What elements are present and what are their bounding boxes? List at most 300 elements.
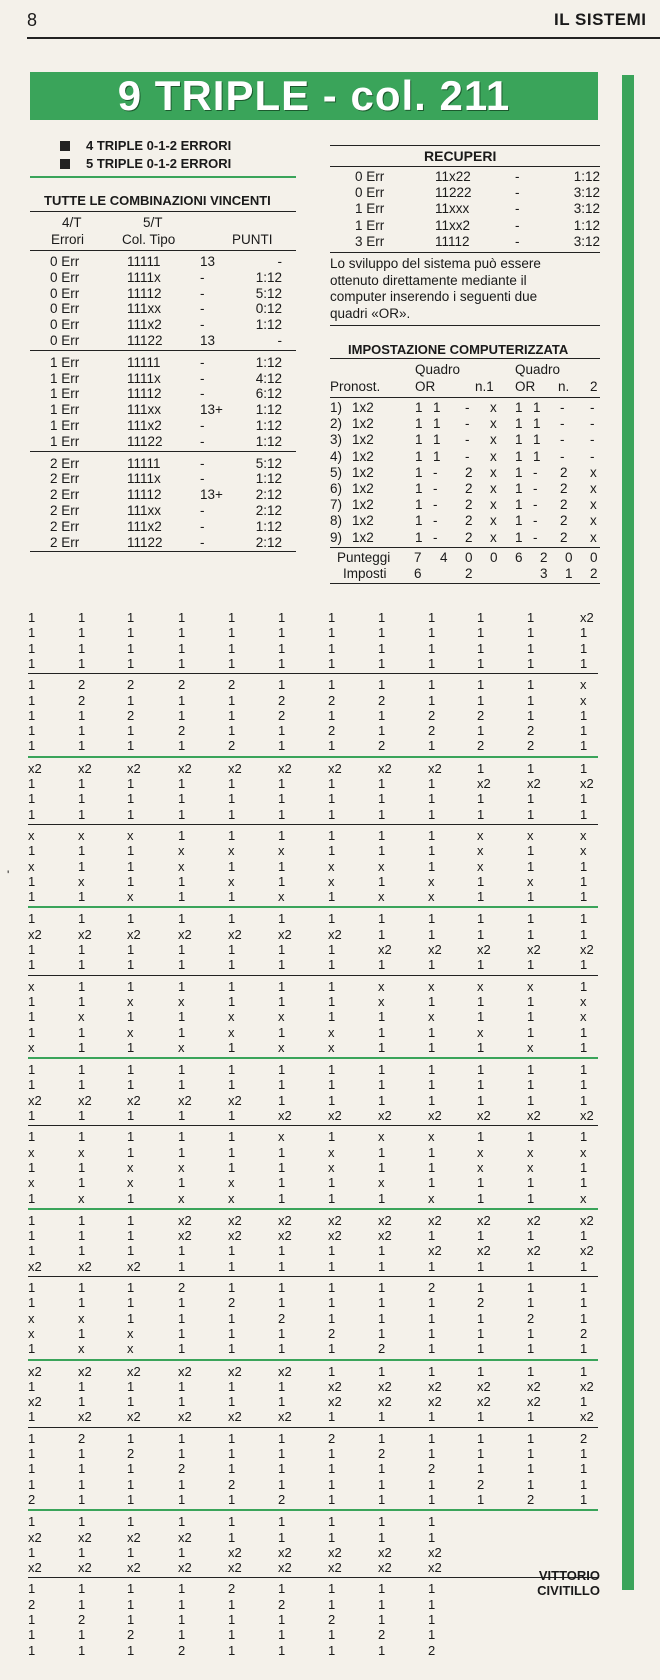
grid-cell: x bbox=[278, 843, 285, 859]
table-cell: 3 Err bbox=[355, 233, 385, 249]
grid-cell: 1 bbox=[228, 911, 236, 927]
grid-cell: x bbox=[28, 858, 35, 874]
grid-cell: 1 bbox=[278, 1627, 286, 1643]
grid-cell: 1 bbox=[378, 707, 386, 723]
table-cell: 1 bbox=[415, 432, 423, 448]
grid-cell: 1 bbox=[527, 1077, 535, 1093]
grid-cell: 1 bbox=[580, 1446, 588, 1461]
table-cell: 11112 bbox=[127, 285, 162, 301]
grid-cell: 1 bbox=[527, 1341, 535, 1357]
bullet-item: 5 TRIPLE 0-1-2 ERRORI bbox=[60, 156, 231, 171]
grid-cell: x2 bbox=[328, 1228, 342, 1244]
grid-cell: x2 bbox=[477, 1243, 491, 1259]
block-rule bbox=[28, 1427, 598, 1428]
grid-cell: 1 bbox=[328, 1009, 336, 1025]
grid-cell: 1 bbox=[477, 1280, 485, 1295]
grid-cell: x2 bbox=[78, 926, 92, 942]
grid-cell: x2 bbox=[477, 1108, 491, 1123]
grid-cell: 1 bbox=[78, 993, 86, 1009]
grid-cell: 1 bbox=[278, 1325, 286, 1341]
grid-cell: x bbox=[78, 1144, 85, 1160]
grid-cell: x2 bbox=[127, 1529, 141, 1545]
grid-cell: 1 bbox=[278, 1243, 286, 1259]
bullet-item: 4 TRIPLE 0-1-2 ERRORI bbox=[60, 138, 231, 153]
grid-cell: x2 bbox=[127, 760, 141, 776]
grid-cell: 1 bbox=[428, 1581, 436, 1597]
grid-cell: 1 bbox=[477, 1092, 485, 1108]
grid-cell: 2 bbox=[328, 692, 336, 708]
grid-cell: 1 bbox=[580, 760, 588, 776]
table-cell: - bbox=[433, 513, 438, 529]
grid-cell: 1 bbox=[178, 1491, 186, 1507]
grid-cell: 1 bbox=[78, 707, 86, 723]
grid-cell: x2 bbox=[580, 1108, 594, 1123]
table-rule bbox=[30, 211, 296, 212]
grid-cell: 1 bbox=[127, 655, 135, 671]
grid-cell: 1 bbox=[428, 1039, 436, 1055]
grid-cell: 1 bbox=[378, 957, 386, 973]
grid-cell: 1 bbox=[28, 1476, 36, 1492]
grid-cell: 1 bbox=[580, 858, 588, 874]
grid-cell: 1 bbox=[428, 1325, 436, 1341]
table-cell: Imposti bbox=[343, 565, 387, 581]
grid-cell: 1 bbox=[527, 1258, 535, 1274]
grid-cell: 1 bbox=[28, 1409, 36, 1425]
table-cell: 11x22 bbox=[435, 169, 471, 184]
grid-cell: x bbox=[378, 1175, 385, 1191]
grid-cell: 1 bbox=[428, 1430, 436, 1446]
grid-cell: 1 bbox=[527, 1446, 535, 1461]
grid-cell: 2 bbox=[78, 677, 86, 693]
grid-cell: 1 bbox=[378, 1363, 386, 1379]
grid-cell: 1 bbox=[378, 843, 386, 859]
grid-cell: 1 bbox=[428, 625, 436, 641]
grid-cell: 1 bbox=[127, 723, 135, 739]
grid-cell: 1 bbox=[228, 1430, 236, 1446]
grid-cell: 1 bbox=[477, 806, 485, 822]
table-cell: 1 bbox=[415, 464, 423, 480]
grid-cell: 1 bbox=[28, 993, 36, 1009]
grid-cell: 2 bbox=[527, 1310, 535, 1326]
grid-cell: x2 bbox=[278, 926, 292, 942]
grid-cell: 1 bbox=[328, 707, 336, 723]
grid-cell: x2 bbox=[228, 1363, 242, 1379]
table-cell: - bbox=[533, 497, 538, 513]
grid-cell: x2 bbox=[228, 760, 242, 776]
grid-cell: 1 bbox=[328, 625, 336, 641]
grid-cell: 1 bbox=[28, 1228, 36, 1244]
table-cell: - bbox=[433, 497, 438, 513]
table-cell: - bbox=[200, 418, 205, 433]
grid-cell: 1 bbox=[527, 1430, 535, 1446]
grid-cell: x2 bbox=[178, 1560, 192, 1576]
grid-cell: x2 bbox=[127, 1258, 141, 1274]
grid-cell: 1 bbox=[127, 978, 135, 994]
grid-cell: 1 bbox=[328, 1476, 336, 1492]
grid-cell: 1 bbox=[428, 1476, 436, 1492]
grid-cell: 1 bbox=[527, 858, 535, 874]
grid-cell: x2 bbox=[580, 1378, 594, 1394]
grid-cell: x2 bbox=[378, 942, 392, 957]
table-cell: 0 bbox=[465, 549, 473, 565]
block-rule bbox=[28, 1208, 598, 1210]
grid-cell: 1 bbox=[228, 1596, 236, 1612]
grid-cell: 1 bbox=[228, 1144, 236, 1160]
grid-cell: x2 bbox=[527, 776, 541, 791]
grid-cell: 1 bbox=[378, 1092, 386, 1108]
grid-cell: 1 bbox=[580, 911, 588, 927]
grid-cell: 1 bbox=[527, 1280, 535, 1295]
grid-cell: x2 bbox=[28, 1092, 42, 1108]
page-number: 8 bbox=[27, 10, 38, 30]
table-cell: 13 bbox=[200, 254, 216, 269]
grid-cell: 1 bbox=[127, 610, 135, 625]
table-cell: 1 Err bbox=[355, 201, 385, 217]
grid-cell: 1 bbox=[78, 1514, 86, 1530]
grid-cell: 1 bbox=[477, 1190, 485, 1206]
table-cell: - bbox=[465, 448, 470, 464]
quadro2-or: OR bbox=[515, 379, 536, 394]
grid-cell: 2 bbox=[428, 707, 436, 723]
grid-cell: 2 bbox=[127, 677, 135, 693]
section-rule bbox=[30, 176, 296, 178]
grid-cell: x2 bbox=[428, 1243, 442, 1259]
grid-cell: 1 bbox=[328, 1446, 336, 1461]
grid-cell: 1 bbox=[527, 1363, 535, 1379]
grid-cell: 1 bbox=[378, 1144, 386, 1160]
table-cell: 2 bbox=[560, 513, 568, 529]
grid-cell: 1 bbox=[278, 655, 286, 671]
table-cell: 1x2 bbox=[352, 464, 374, 480]
grid-cell: 1 bbox=[428, 1295, 436, 1311]
grid-cell: x2 bbox=[228, 1560, 242, 1576]
grid-cell: 1 bbox=[428, 1024, 436, 1040]
grid-cell: 2 bbox=[477, 1476, 485, 1492]
grid-cell: 1 bbox=[28, 1280, 36, 1295]
grid-cell: 1 bbox=[378, 911, 386, 927]
grid-cell: 2 bbox=[228, 677, 236, 693]
grid-cell: 1 bbox=[278, 1092, 286, 1108]
grid-cell: 2 bbox=[428, 1280, 436, 1295]
table-cell: 13+ bbox=[200, 402, 223, 418]
table-cell: 2 bbox=[465, 497, 473, 513]
grid-cell: 1 bbox=[477, 1228, 485, 1244]
grid-cell: 1 bbox=[527, 1009, 535, 1025]
grid-cell: 1 bbox=[127, 1581, 135, 1597]
grid-cell: x2 bbox=[477, 942, 491, 957]
grid-cell: 1 bbox=[328, 1258, 336, 1274]
grid-cell: 1 bbox=[28, 738, 36, 754]
table-rule bbox=[330, 145, 600, 146]
grid-cell: x2 bbox=[28, 760, 42, 776]
table-cell: 1 bbox=[515, 448, 523, 464]
grid-cell: 1 bbox=[178, 1129, 186, 1145]
grid-cell: 1 bbox=[378, 1461, 386, 1477]
grid-cell: 1 bbox=[580, 1363, 588, 1379]
grid-cell: 1 bbox=[580, 1461, 588, 1477]
grid-cell: 1 bbox=[127, 1476, 135, 1492]
grid-cell: 1 bbox=[378, 1039, 386, 1055]
table-cell: - bbox=[200, 269, 205, 285]
grid-cell: 1 bbox=[178, 776, 186, 791]
grid-cell: 1 bbox=[477, 640, 485, 656]
grid-cell: 1 bbox=[228, 1341, 236, 1357]
grid-cell: 1 bbox=[278, 610, 286, 625]
table-cell: - bbox=[200, 455, 205, 471]
grid-cell: 1 bbox=[28, 1159, 36, 1175]
grid-cell: 1 bbox=[378, 1280, 386, 1295]
grid-cell: 1 bbox=[178, 1024, 186, 1040]
grid-cell: 1 bbox=[228, 1627, 236, 1643]
table-cell: x bbox=[490, 497, 497, 513]
grid-cell: 1 bbox=[28, 1295, 36, 1311]
grid-cell: 2 bbox=[28, 1491, 36, 1507]
grid-cell: 1 bbox=[328, 942, 336, 957]
table-cell: - bbox=[200, 518, 205, 534]
grid-cell: 1 bbox=[278, 858, 286, 874]
table-cell: x bbox=[490, 432, 497, 448]
grid-cell: 1 bbox=[580, 723, 588, 739]
block-rule bbox=[28, 1125, 598, 1126]
table-cell: 1 bbox=[515, 432, 523, 448]
grid-cell: 1 bbox=[28, 873, 36, 889]
grid-cell: 1 bbox=[328, 957, 336, 973]
grid-cell: x bbox=[78, 1190, 85, 1206]
grid-cell: 1 bbox=[28, 889, 36, 905]
grid-cell: 2 bbox=[527, 738, 535, 754]
grid-cell: 1 bbox=[178, 1378, 186, 1394]
grid-cell: 1 bbox=[580, 1295, 588, 1311]
grid-cell: 1 bbox=[127, 911, 135, 927]
grid-cell: 1 bbox=[328, 1190, 336, 1206]
grid-cell: 1 bbox=[378, 610, 386, 625]
grid-cell: 1 bbox=[378, 827, 386, 843]
grid-cell: 1 bbox=[527, 1190, 535, 1206]
impostazione-title: IMPOSTAZIONE COMPUTERIZZATA bbox=[348, 342, 569, 357]
grid-cell: 1 bbox=[228, 1039, 236, 1055]
grid-cell: 1 bbox=[127, 858, 135, 874]
grid-cell: 2 bbox=[527, 1491, 535, 1507]
quadro1-or: OR bbox=[415, 379, 436, 394]
grid-cell: 1 bbox=[228, 889, 236, 905]
table-cell: - bbox=[465, 416, 470, 432]
grid-cell: 1 bbox=[477, 692, 485, 708]
grid-cell: x bbox=[127, 1175, 134, 1191]
table-cell: 7) bbox=[330, 497, 343, 513]
grid-cell: 1 bbox=[580, 957, 588, 973]
grid-cell: 1 bbox=[127, 1461, 135, 1477]
grid-cell: 1 bbox=[580, 791, 588, 807]
grid-cell: 1 bbox=[428, 1491, 436, 1507]
grid-cell: 2 bbox=[477, 738, 485, 754]
table-cell: 1 bbox=[415, 448, 423, 464]
grid-cell: 1 bbox=[78, 655, 86, 671]
table-cell: 2 Err bbox=[50, 534, 80, 550]
grid-cell: x2 bbox=[228, 1544, 242, 1560]
grid-cell: x2 bbox=[178, 760, 192, 776]
grid-cell: 1 bbox=[228, 858, 236, 874]
grid-cell: 2 bbox=[278, 707, 286, 723]
table-cell: 1111x bbox=[127, 370, 161, 386]
combinazioni-title: TUTTE LE COMBINAZIONI VINCENTI bbox=[44, 193, 271, 208]
table-cell: 1 bbox=[415, 513, 423, 529]
grid-cell: x2 bbox=[580, 1212, 594, 1228]
table-cell: 7 bbox=[414, 549, 422, 565]
table-cell: - bbox=[200, 354, 205, 370]
table-cell: - bbox=[515, 233, 520, 249]
col-head-4t: 4/T bbox=[62, 215, 82, 230]
grid-cell: 1 bbox=[28, 1461, 36, 1477]
grid-cell: x bbox=[527, 1144, 534, 1160]
grid-cell: 1 bbox=[378, 1077, 386, 1093]
table-cell: x bbox=[490, 529, 497, 545]
grid-cell: 1 bbox=[378, 1612, 386, 1627]
grid-cell: 1 bbox=[78, 911, 86, 927]
grid-cell: 1 bbox=[178, 1612, 186, 1627]
grid-cell: x bbox=[127, 1341, 134, 1357]
page-title: 9 TRIPLE - col. 211 bbox=[30, 72, 598, 120]
grid-cell: 2 bbox=[278, 1310, 286, 1326]
table-cell: 1:12 bbox=[255, 418, 282, 433]
grid-cell: 1 bbox=[580, 1258, 588, 1274]
grid-cell: 1 bbox=[278, 738, 286, 754]
grid-cell: 1 bbox=[78, 1228, 86, 1244]
grid-cell: 1 bbox=[527, 791, 535, 807]
grid-cell: x2 bbox=[428, 1378, 442, 1394]
grid-cell: x bbox=[278, 1039, 285, 1055]
table-rule bbox=[330, 358, 600, 359]
grid-cell: x bbox=[378, 978, 385, 994]
grid-cell: 2 bbox=[477, 707, 485, 723]
grid-cell: 1 bbox=[278, 1258, 286, 1274]
grid-cell: 1 bbox=[178, 1243, 186, 1259]
table-cell: 0 Err bbox=[50, 254, 80, 269]
table-cell: 11111 bbox=[127, 354, 161, 370]
grid-cell: 1 bbox=[278, 791, 286, 807]
grid-cell: 1 bbox=[378, 1581, 386, 1597]
grid-cell: 1 bbox=[278, 1378, 286, 1394]
grid-cell: 1 bbox=[428, 791, 436, 807]
table-cell: 2 Err bbox=[50, 455, 80, 471]
grid-cell: 1 bbox=[580, 1175, 588, 1191]
grid-cell: x bbox=[228, 843, 235, 859]
grid-cell: x2 bbox=[28, 926, 42, 942]
grid-cell: 1 bbox=[228, 1529, 236, 1545]
grid-cell: 1 bbox=[78, 1212, 86, 1228]
grid-cell: 1 bbox=[28, 776, 36, 791]
grid-cell: 1 bbox=[378, 1430, 386, 1446]
grid-cell: 1 bbox=[477, 1077, 485, 1093]
grid-cell: x bbox=[178, 1190, 185, 1206]
grid-cell: 1 bbox=[127, 692, 135, 708]
grid-cell: 1 bbox=[527, 1295, 535, 1311]
table-cell: 9) bbox=[330, 529, 343, 545]
grid-cell: 1 bbox=[78, 1280, 86, 1295]
grid-cell: 1 bbox=[328, 1363, 336, 1379]
table-cell: 111xx bbox=[127, 503, 162, 518]
table-cell: - bbox=[515, 201, 520, 217]
grid-cell: 1 bbox=[328, 1062, 336, 1078]
grid-cell: 1 bbox=[527, 610, 535, 625]
table-cell: 1x2 bbox=[352, 529, 374, 545]
grid-cell: x bbox=[328, 1039, 335, 1055]
grid-cell: 1 bbox=[228, 827, 236, 843]
grid-cell: 1 bbox=[178, 1009, 186, 1025]
grid-cell: 1 bbox=[477, 1062, 485, 1078]
grid-cell: 2 bbox=[378, 738, 386, 754]
grid-cell: 2 bbox=[178, 677, 186, 693]
grid-cell: 1 bbox=[378, 873, 386, 889]
grid-cell: x2 bbox=[580, 776, 594, 791]
grid-cell: 1 bbox=[28, 1544, 36, 1560]
grid-cell: 1 bbox=[78, 1596, 86, 1612]
table-cell: - bbox=[515, 185, 520, 201]
table-cell: - bbox=[560, 432, 565, 448]
grid-cell: 1 bbox=[228, 1612, 236, 1627]
grid-cell: x2 bbox=[278, 1212, 292, 1228]
grid-cell: 1 bbox=[228, 640, 236, 656]
table-cell: - bbox=[465, 400, 470, 415]
grid-cell: 1 bbox=[278, 942, 286, 957]
grid-cell: x2 bbox=[127, 1560, 141, 1576]
grid-cell: 1 bbox=[477, 1446, 485, 1461]
grid-cell: 1 bbox=[78, 1627, 86, 1643]
grid-cell: 1 bbox=[378, 806, 386, 822]
grid-cell: 2 bbox=[278, 692, 286, 708]
table-cell: 1:12 bbox=[255, 518, 282, 534]
table-cell: 1 bbox=[533, 416, 541, 432]
grid-cell: 1 bbox=[228, 791, 236, 807]
quadro2-n: n. bbox=[558, 379, 570, 394]
grid-cell: 1 bbox=[127, 1430, 135, 1446]
grid-cell: 1 bbox=[580, 1310, 588, 1326]
table-cell: 11122 bbox=[127, 534, 163, 550]
grid-cell: x bbox=[127, 1325, 134, 1341]
grid-cell: x bbox=[378, 1129, 385, 1145]
grid-cell: 1 bbox=[78, 1108, 86, 1123]
grid-cell: 1 bbox=[428, 1144, 436, 1160]
grid-cell: x2 bbox=[328, 1378, 342, 1394]
grid-cell: 1 bbox=[127, 1544, 135, 1560]
table-cell: - bbox=[590, 432, 595, 448]
grid-cell: x2 bbox=[527, 1243, 541, 1259]
green-margin-bar bbox=[622, 75, 634, 1590]
grid-cell: x2 bbox=[228, 1228, 242, 1244]
grid-cell: 2 bbox=[378, 1341, 386, 1357]
grid-cell: 1 bbox=[477, 957, 485, 973]
grid-cell: 1 bbox=[28, 640, 36, 656]
table-rule bbox=[30, 350, 296, 351]
table-cell: 0 Err bbox=[50, 317, 80, 333]
grid-cell: x bbox=[78, 827, 85, 843]
grid-cell: 1 bbox=[477, 889, 485, 905]
grid-cell: 1 bbox=[78, 1461, 86, 1477]
grid-cell: x2 bbox=[178, 1092, 192, 1108]
grid-cell: 1 bbox=[428, 640, 436, 656]
table-cell: x bbox=[490, 416, 497, 432]
grid-cell: 1 bbox=[178, 655, 186, 671]
table-cell: 1x2 bbox=[352, 416, 374, 432]
grid-cell: x2 bbox=[378, 1544, 392, 1560]
grid-cell: 1 bbox=[428, 610, 436, 625]
grid-cell: x2 bbox=[278, 1363, 292, 1379]
grid-cell: x2 bbox=[328, 1212, 342, 1228]
grid-cell: 1 bbox=[527, 625, 535, 641]
grid-cell: x2 bbox=[228, 1212, 242, 1228]
grid-cell: 1 bbox=[580, 707, 588, 723]
grid-cell: 1 bbox=[527, 760, 535, 776]
grid-cell: x2 bbox=[127, 926, 141, 942]
